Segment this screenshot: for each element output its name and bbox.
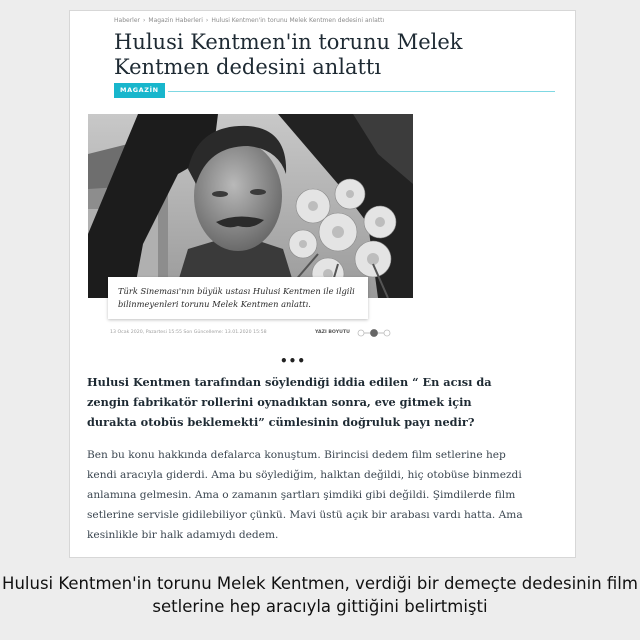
category-divider [168,91,555,92]
breadcrumb-current: Hulusi Kentmen'in torunu Melek Kentmen dedesini anlattı [211,17,385,24]
category-row [114,83,555,99]
article-card [69,10,576,558]
breadcrumb [114,17,384,24]
photo-caption: Türk Sineması'nın büyük ustası Hulusi Kentmen ile ilgili bilinmeyenleri torunu Melek Kentmen anlattı. [108,277,368,319]
article-body: Ben bu konu hakkında defalarca konuştum. Birincisi dedem film setlerine hep kendi aracıyla giderdi. Ama bu söylediğim, halktan değildi, hiç otobüse binmezdi anlamına gelmesin. Ama o zamanın şartları şimdiki gibi değildi. Şimdilerde film setlerine servisle gidilebiliyor çünkü. Mavi üstü açık bir arabası vardı hatta. Ama kesinlikle bir halk adamıydı dedem. [87,449,523,541]
article-title: Hulusi Kentmen'in torunu Melek Kentmen dedesini anlattı [114,30,463,79]
font-size-label: YAZI BOYUTU [315,330,350,335]
article-meta [110,328,394,340]
article-lead-question: Hulusi Kentmen tarafından söylendiği iddia edilen “ En acısı da zengin fabrikatör rollerini oynadıktan sonra, eve gitmek için durakta otobüs beklemekti” cümlesinin doğruluk payı nedir? [87,375,492,429]
breadcrumb-home-link[interactable]: Haberler [114,17,140,24]
breadcrumb-separator: › [205,17,209,24]
portrait-photo-illustration [88,114,413,298]
category-badge[interactable]: MAGAZİN [114,83,165,98]
article-photo [88,114,413,298]
publish-dates: 13 Ocak 2020, Pazartesi 15:55 Son Güncelleme: 13.01.2020 15:58 [110,330,267,335]
image-subtitle: Hulusi Kentmen'in torunu Melek Kentmen, verdiği bir demeçte dedesinin film setlerine hep aracıyla gittiğini belirtmişti [2,574,638,616]
breadcrumb-category-link[interactable]: Magazin Haberleri [148,17,203,24]
breadcrumb-separator: › [142,17,146,24]
more-icon[interactable]: ••• [280,354,307,368]
font-size-slider[interactable] [357,328,391,338]
